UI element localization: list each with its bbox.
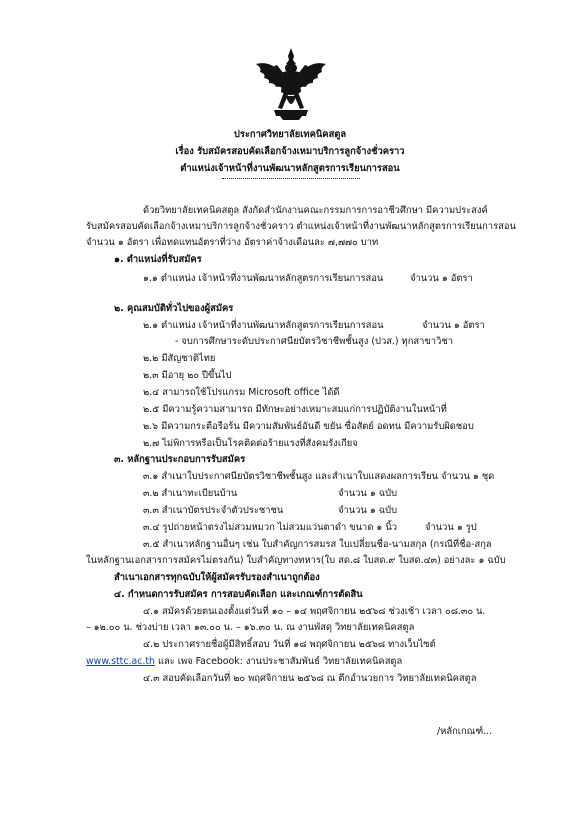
section-item: ๑.๑ ตำแหน่ง เจ้าหน้าที่งานพัฒนาหลักสูตรการเรียนการสอน [143,273,384,284]
section-item: ๓.๒ สำเนาทะเบียนบ้าน [143,488,238,499]
section-item: ๒.๕ มีความรู้ความสามารถ มีทักษะอย่างเหมาะสมแก่การปฏิบัติงานในหน้าที่ [143,404,447,415]
section-item: ๔.๓ สอบคัดเลือกวันที่ ๒๐ พฤศจิกายน ๒๕๖๘ ณ ตึกอำนวยการ วิทยาลัยเทคนิคสตูล [143,673,477,684]
intro-line: ด้วยวิทยาลัยเทคนิคสตูล สังกัดสำนักงานคณะกรรมการการอาชีวศึกษา มีความประสงค์ [143,205,488,216]
intro-line: จำนวน ๑ อัตรา เพื่อทดแทนอัตราที่ว่าง อัตราค่าจ้างเดือนละ ๗,๗๗๐ บาท [86,237,379,248]
intro-line: รับสมัครสอบคัดเลือกจ้างเหมาบริการลูกจ้างชั่วคราว ตำแหน่งเจ้าหน้าที่งานพัฒนาหลักสูตรการเรียนการสอน [86,221,516,232]
dotted-divider [222,178,360,179]
facebook-page-text: และ เพจ Facebook: งานประชาสัมพันธ์ วิทยาลัยเทคนิคสตูล [155,656,403,667]
section-item-continued: – ๑๒.๐๐ น. ช่วงบ่าย เวลา ๑๓.๐๐ น. – ๑๖.๓๐ น. ณ งานพัสดุ วิทยาลัยเทคนิคสตูล [86,622,415,633]
section-heading: ๓. หลักฐานประกอบการรับสมัคร [114,454,246,465]
document-title: ประกาศวิทยาลัยเทคนิคสตูล [233,129,347,140]
section-item-continued: ในหลักฐานเอกสารการสมัครไม่ตรงกัน) ใบสำคัญทางทหาร(ใบ สด.๘ ใบสด.๙ ใบสด.๔๓) อย่างละ ๑ ฉบับ [86,555,506,566]
section-item: ๓.๓ สำเนาบัตรประจำตัวประชาชน [143,505,284,516]
section-item: ๔.๑ สมัครด้วยตนเองตั้งแต่วันที่ ๑๐ – ๑๔ พฤศจิกายน ๒๕๖๘ ช่วงเช้า เวลา ๐๘.๓๐ น. [143,606,486,617]
section-item: ๒.๓ มีอายุ ๒๐ ปีขึ้นไป [143,370,232,381]
garuda-emblem [252,46,330,122]
document-position: ตำแหน่งเจ้าหน้าที่งานพัฒนาหลักสูตรการเรียนการสอน [180,163,400,174]
item-count: จำนวน ๑ ฉบับ [338,505,398,516]
section-heading: ๔. กำหนดการรับสมัคร การสอบคัดเลือก และเกณฑ์การตัดสิน [114,589,363,600]
section-note: สำเนาเอกสารทุกฉบับให้ผู้สมัครรับรองสำเนาถูกต้อง [114,572,320,583]
item-count: จำนวน ๑ รูป [425,522,477,533]
section-item: ๓.๕ สำเนาหลักฐานอื่นๆ เช่น ใบสำคัญการสมรส ใบเปลี่ยนชื่อ-นามสกุล (กรณีที่ชื่อ-สกุล [143,539,492,550]
section-item: ๒.๒ มีสัญชาติไทย [143,353,216,364]
section-item: ๔.๒ ประกาศรายชื่อผู้มีสิทธิ์สอบ วันที่ ๑๘ พฤศจิกายน ๒๕๖๘ ทางเว็บไซต์ [143,639,436,650]
section-item: ๒.๗ ไม่พิการหรือเป็นโรคติดต่อร้ายแรงที่สังคมรังเกียจ [143,438,358,449]
item-count: จำนวน ๑ อัตรา [422,320,485,331]
section-item: ๒.๖ มีความกระตือรือร้น มีความสัมพันธ์อันดี ขยัน ซื่อสัตย์ อดทน มีความรับผิดชอบ [143,421,474,432]
item-count: จำนวน ๑ อัตรา [410,273,473,284]
section-item: ๒.๑ ตำแหน่ง เจ้าหน้าที่งานพัฒนาหลักสูตรการเรียนการสอน [143,320,384,331]
section-item: ๒.๔ สามารถใช้โปรแกรม Microsoft office ได้ดี [143,387,340,398]
document-subject: เรื่อง รับสมัครสอบคัดเลือกจ้างเหมาบริการลูกจ้างชั่วคราว [175,146,405,157]
section-heading: ๑. ตำแหน่งที่รับสมัคร [114,254,202,265]
section-item-continued [86,656,402,668]
section-item: ๓.๔ รูปถ่ายหน้าตรงไม่สวมหมวก ไม่สวมแว่นตาดำ ขนาด ๑ นิ้ว [143,522,397,533]
continuation-note: /หลักเกณฑ์... [437,726,493,737]
section-subitem: - จบการศึกษาระดับประกาศนียบัตรวิชาชีพชั้นสูง (ปวส.) ทุกสาขาวิชา [175,336,453,347]
website-link[interactable]: www.sttc.ac.th [86,656,155,667]
item-count: จำนวน ๑ ฉบับ [338,488,398,499]
section-heading: ๒. คุณสมบัติทั่วไปของผู้สมัคร [114,303,234,314]
section-item: ๓.๑ สำเนาใบประกาศนียบัตรวิชาชีพชั้นสูง และสำเนาใบแสดงผลการเรียน จำนวน ๑ ชุด [143,471,495,482]
